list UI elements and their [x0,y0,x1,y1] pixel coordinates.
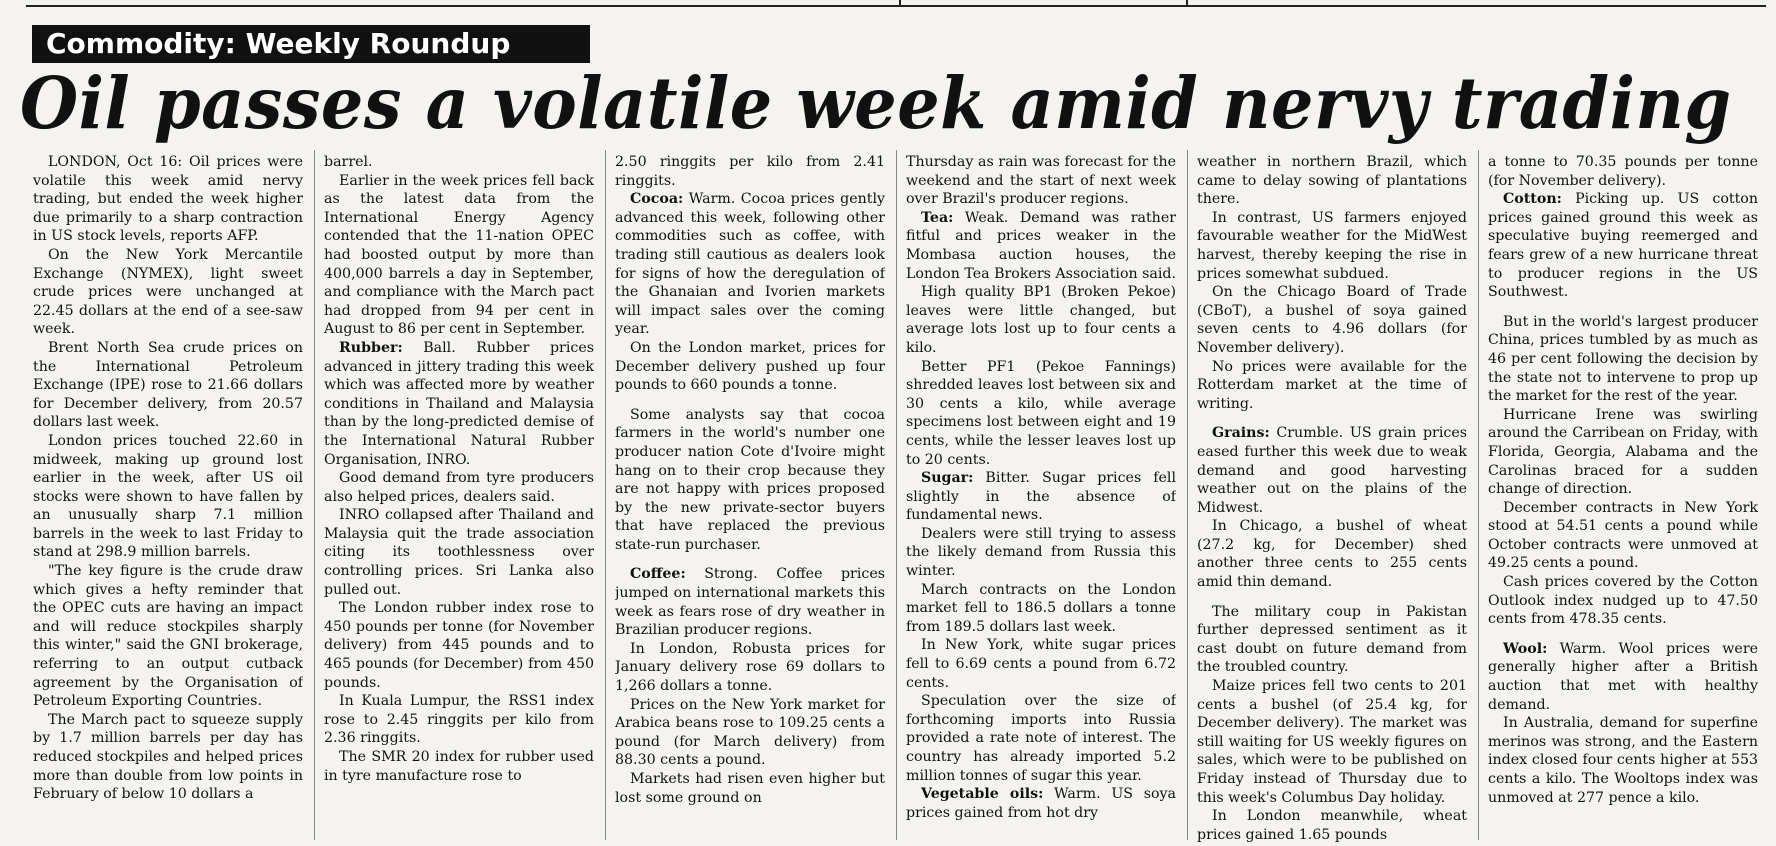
article-paragraph [33,562,303,711]
article-paragraph [1488,406,1758,499]
article-paragraph [615,770,885,807]
article-paragraph [615,153,885,190]
article-paragraph [1197,358,1467,414]
paragraph-text: Thursday as rain was forecast for the weekend and the start of next week over Brazil's producer regions. [906,154,1176,208]
paragraph-text: On the New York Mercantile Exchange (NYMEX), light sweet crude prices were unchanged at 22.45 dollars at the end of a see-saw week. [33,246,303,338]
article-paragraph [324,506,594,599]
article-paragraph [906,153,1176,209]
paragraph-text: December contracts in New York stood at 54.51 cents a pound while October contracts were unmoved at 49.25 cents a pound. [1488,499,1758,572]
article-paragraph [1197,424,1467,517]
article-paragraph [1197,807,1467,843]
paragraph-text: In London, Robusta prices for January delivery rose 69 dollars to 1,266 dollars a tonne. [615,640,885,695]
paragraph-text: Speculation over the size of forthcoming imports into Russia provided a rate note of interest. The country has already imported 5.2 million tonnes of sugar this year. [906,693,1176,784]
article-paragraph [906,469,1176,525]
paragraph-text: The London rubber index rose to 450 pounds per tonne (for November delivery) from 445 pounds and to 465 pounds (for December) from 450 pounds. [324,600,594,691]
section-kicker: Commodity: Weekly Roundup [32,25,590,63]
paragraph-text: Warm. Cocoa prices gently advanced this week, following other commodities such as coffee, with trading still cautious as dealers look for signs of how the deregulation of the Ghanaian and Ivorien markets will impact sales over the coming year. [615,191,885,338]
article-paragraph [615,640,885,696]
article-paragraph [906,283,1176,357]
paragraph-text: High quality BP1 (Broken Pekoe) leaves were little changed, but average lots lost up to four cents a kilo. [906,284,1176,356]
paragraph-text: In Kuala Lumpur, the RSS1 index rose to 2.45 ringgits per kilo from 2.36 ringgits. [324,693,594,747]
paragraph-text: Warm. US soya prices gained from hot dry [906,786,1176,821]
paragraph-text: Cash prices covered by the Cotton Outlook index nudged up to 47.50 cents from 478.35 cents. [1488,574,1758,628]
article-paragraph [1488,313,1758,406]
commodity-heading: Vegetable oils: [921,786,1044,803]
article-column-5 [1197,153,1467,843]
paragraph-text: INRO collapsed after Thailand and Malaysia quit the trade association citing its toothlessness over controlling prices. Sri Lanka also pulled out. [324,507,594,598]
article-paragraph [1197,603,1467,677]
article-paragraph [33,153,303,246]
paragraph-text: In Australia, demand for superfine merinos was strong, and the Eastern index closed four cents higher at 553 cents a kilo. The Wooltops index was unmoved at 277 pence a kilo. [1488,715,1758,806]
commodity-heading: Wool: [1503,640,1548,657]
article-paragraph [615,339,885,395]
paragraph-text: Good demand from tyre producers also helped prices, dealers said. [324,470,594,505]
article-body [33,153,1763,843]
paragraph-text: Crumble. US grain prices eased further this week due to weak demand and good harvesting weather out on the plains of the Midwest. [1197,425,1467,516]
article-paragraph [615,190,885,339]
paragraph-text: a tonne to 70.35 pounds per tonne (for November delivery). [1488,154,1758,189]
article-paragraph [33,711,303,804]
article-paragraph [33,339,303,432]
paragraph-text: In Chicago, a bushel of wheat (27.2 kg, for December) shed another three cents to 255 cents amid thin demand. [1197,518,1467,591]
top-rule-tick [1186,0,1188,7]
article-paragraph [615,565,885,639]
paragraph-text: Weak. Demand was rather fitful and prices weaker in the Mombasa auction houses, the London Tea Brokers Association said. [906,209,1176,282]
paragraph-text: March contracts on the London market fell to 186.5 dollars a tonne from 189.5 dollars last week. [906,581,1176,635]
paragraph-text: On the London market, prices for December delivery pushed up four pounds to 660 pounds a tonne. [615,339,885,394]
article-paragraph [33,246,303,339]
commodity-heading: Grains: [1212,425,1270,442]
article-paragraph [1197,283,1467,357]
article-column-6 [1488,153,1758,843]
article-paragraph [906,785,1176,822]
article-paragraph [906,358,1176,470]
article-paragraph [906,525,1176,581]
paragraph-text: Strong. Coffee prices jumped on international markets this week as fears rose of dry weather in Brazilian producer regions. [615,566,885,639]
article-paragraph [1488,714,1758,807]
paragraph-text: Maize prices fell two cents to 201 cents a bushel (of 25.4 kg, for December delivery). The market was still waiting for US weekly figures on sales, which were to be published on Friday instead of Thursday due to this week's Columbus Day holiday. [1197,678,1467,806]
article-paragraph [1488,153,1758,190]
article-paragraph [906,209,1176,283]
article-paragraph [33,432,303,562]
article-column-2 [324,153,594,843]
paragraph-text: LONDON, Oct 16: Oil prices were volatile this week amid nervy trading, but ended the week higher due primarily to a sharp contraction in US stock levels, reports AFP. [33,154,303,245]
paragraph-text: In New York, white sugar prices fell to 6.69 cents a pound from 6.72 cents. [906,637,1176,691]
paragraph-text: 2.50 ringgits per kilo from 2.41 ringgits. [615,154,885,189]
article-paragraph [324,692,594,748]
paragraph-text: Hurricane Irene was swirling around the Carribean on Friday, with Florida, Georgia, Alabama and the Carolinas braced for a sudden change of direction. [1488,406,1758,498]
paragraph-text: Dealers were still trying to assess the likely demand from Russia this winter. [906,525,1176,580]
top-rule [26,5,1766,7]
paragraph-text: Prices on the New York market for Arabica beans rose to 109.25 cents a pound (for March delivery) from 88.30 cents a pound. [615,696,885,769]
paragraph-text: No prices were available for the Rotterdam market at the time of writing. [1197,358,1467,412]
article-column-1 [33,153,303,843]
article-paragraph [324,172,594,339]
commodity-heading: Sugar: [921,470,974,487]
commodity-heading: Cocoa: [630,191,684,208]
paragraph-text: Bitter. Sugar prices fell slightly in the absence of fundamental news. [906,470,1176,524]
article-paragraph [1488,190,1758,302]
article-paragraph [1488,573,1758,629]
article-paragraph [324,748,594,785]
article-paragraph [324,599,594,692]
article-paragraph [1488,640,1758,714]
commodity-heading: Cotton: [1503,191,1562,208]
article-paragraph [1488,499,1758,573]
article-paragraph [324,153,594,172]
paragraph-text: In contrast, US farmers enjoyed favourable weather for the MidWest harvest, thereby keeping the rise in prices somewhat subdued. [1197,209,1467,282]
paragraph-text: Picking up. US cotton prices gained ground this week as speculative buying reemerged and fears grew of a new hurricane threat to producer regions in the US Southwest. [1488,191,1758,301]
article-paragraph [1197,153,1467,209]
article-paragraph [1197,209,1467,283]
paragraph-text: On the Chicago Board of Trade (CBoT), a bushel of soya gained seven cents to 4.96 dollars (for November delivery). [1197,284,1467,356]
article-paragraph [906,581,1176,637]
paragraph-text: London prices touched 22.60 in midweek, making up ground lost earlier in the week, after US oil stocks were shown to have fallen by an unusually sharp 7.1 million barrels in the week to last Friday to stand at 298.9 million barrels. [33,432,303,561]
paragraph-text: Ball. Rubber prices advanced in jittery trading this week which was affected more by weather conditions in Thailand and Malaysia than by the long-predicted demise of the International Natural Rubber Organisation, INRO. [324,339,594,468]
article-column-4 [906,153,1176,843]
article-paragraph [906,636,1176,692]
paragraph-text: Markets had risen even higher but lost some ground on [615,771,885,806]
paragraph-text: "The key figure is the crude draw which gives a hefty reminder that the OPEC cuts are having an impact and will reduce stockpiles sharply this winter," said the GNI brokerage, referring to an output cutback agreement by the Organisation of Petroleum Exporting Countries. [33,563,303,710]
article-paragraph [324,469,594,506]
commodity-heading: Tea: [921,209,954,226]
paragraph-text: But in the world's largest producer China, prices tumbled by as much as 46 per cent following the decision by the state not to intervene to prop up the market for the rest of the year. [1488,313,1758,405]
top-rule-tick [899,0,901,7]
article-column-3 [615,153,885,843]
article-paragraph [1197,517,1467,591]
article-paragraph [906,692,1176,785]
headline: Oil passes a volatile week amid nervy trading [20,61,1732,145]
article-paragraph [615,696,885,770]
paragraph-text: Warm. Wool prices were generally higher after a British auction that met with healthy demand. [1488,640,1758,713]
commodity-heading: Rubber: [339,339,403,356]
paragraph-text: barrel. [324,154,373,170]
paragraph-text: The March pact to squeeze supply by 1.7 million barrels per day has reduced stockpiles and helped prices more than double from low points in February of below 10 dollars a [33,711,303,803]
article-paragraph [615,406,885,555]
article-paragraph [324,339,594,469]
paragraph-text: Some analysts say that cocoa farmers in the world's number one producer nation Cote d'Ivoire might hang on to their crop because they are not happy with prices proposed by the new private-sector buyers that have replaced the previous state-run purchaser. [615,406,885,553]
article-paragraph [1197,677,1467,807]
paragraph-text: weather in northern Brazil, which came to delay sowing of plantations there. [1197,154,1467,208]
paragraph-text: In London meanwhile, wheat prices gained 1.65 pounds [1197,808,1467,843]
paragraph-text: Better PF1 (Pekoe Fannings) shredded leaves lost between six and 30 cents a kilo, while average specimens lost between eight and 19 cents, while the lesser leaves lost up to 20 cents. [906,358,1176,468]
paragraph-text: Brent North Sea crude prices on the International Petroleum Exchange (IPE) rose to 21.66 dollars for December delivery, from 20.57 dollars last week. [33,339,303,431]
paragraph-text: The SMR 20 index for rubber used in tyre manufacture rose to [324,749,594,784]
commodity-heading: Coffee: [630,566,686,583]
paragraph-text: The military coup in Pakistan further depressed sentiment as it cast doubt on future demand from the troubled country. [1197,603,1467,676]
paragraph-text: Earlier in the week prices fell back as the latest data from the International Energy Agency contended that the 11-nation OPEC had boosted output by more than 400,000 barrels a day in September, and compliance with the March pact had dropped from 94 per cent in August to 86 per cent in September. [324,172,594,338]
